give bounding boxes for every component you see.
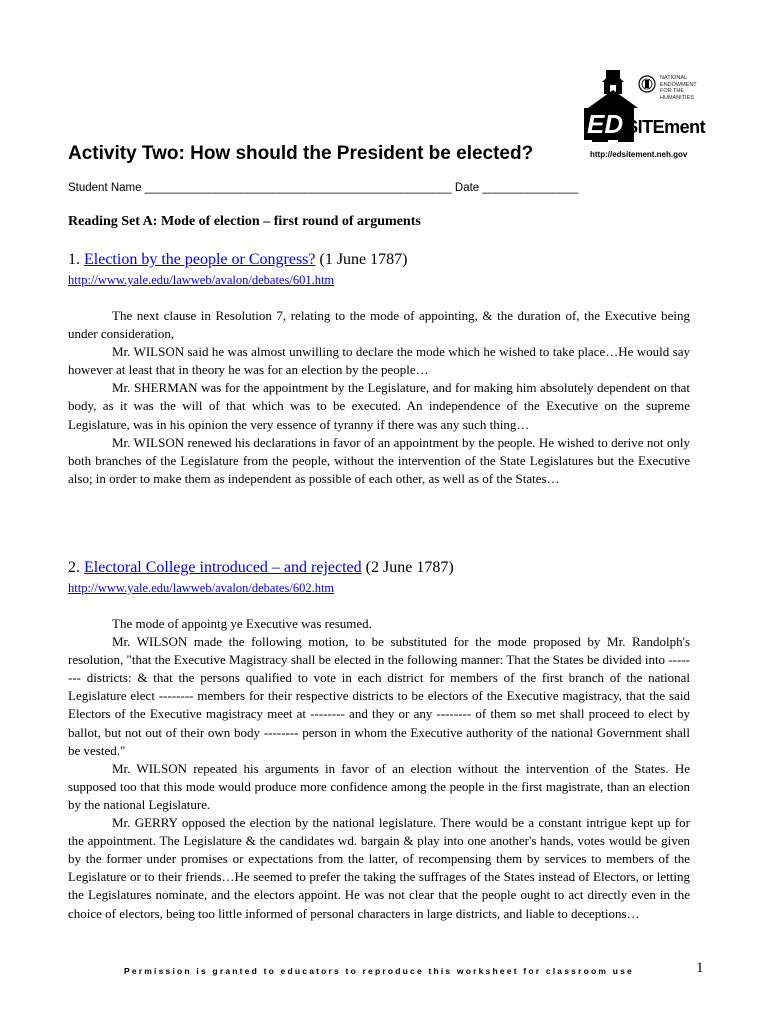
- section-2-link[interactable]: Electoral College introduced – and rejected: [84, 559, 362, 576]
- section-1-heading: [68, 251, 407, 269]
- neh-line-1: NATIONAL: [660, 75, 688, 81]
- section-1-link[interactable]: Election by the people or Congress?: [84, 251, 316, 268]
- paragraph: Mr. SHERMAN was for the appointment by the Legislature, and for making him absolutely dependent on that body, as it was the will of that which was to be executed. An independence of the Executive on the supreme Legislature, was in his opinion the very essence of tyranny if there was any such thing…: [68, 380, 690, 432]
- section-2-number: 2.: [68, 559, 80, 576]
- section-2-date: (2 June 1787): [365, 559, 454, 576]
- neh-seal-icon: [638, 75, 656, 93]
- student-name-date-line: Student Name ________________________________________________ Date _______________: [68, 182, 579, 194]
- section-1-url: [68, 273, 334, 288]
- section-2-url: [68, 581, 334, 596]
- reading-set-heading: Reading Set A: Mode of election – first round of arguments: [68, 214, 421, 229]
- section-1-number: 1.: [68, 251, 80, 268]
- permission-footer: Permission is granted to educators to reproduce this worksheet for classroom use: [124, 966, 634, 976]
- neh-text: [660, 75, 710, 101]
- section-2-heading: [68, 559, 454, 577]
- paragraph: Mr. WILSON renewed his declarations in favor of an appointment by the people. He wished to derive not only both branches of the Legislature from the people, without the intervention of the State Legislatures but the Executive also; in order to make them as independent as possible of each other, as well as of the States…: [68, 434, 690, 486]
- wordmark-sitement: SITEment: [626, 117, 706, 137]
- section-1-url-link[interactable]: http://www.yale.edu/lawweb/avalon/debates/601.htm: [68, 273, 335, 287]
- wordmark-ed: ED: [584, 108, 626, 140]
- paragraph: The next clause in Resolution 7, relating to the mode of appointing, & the duration of, the Executive being under consideration,: [68, 308, 690, 342]
- section-1-date: (1 June 1787): [319, 251, 408, 268]
- paragraph: Mr. WILSON repeated his arguments in favor of an election without the intervention of the States. He supposed too that this mode would produce more confidence among the people in the first magistrate, than an election by the national Legislature.: [68, 760, 690, 812]
- logo-url: http://edsitement.neh.gov: [590, 150, 688, 159]
- section-2-body: [68, 615, 690, 923]
- neh-line-2: ENDOWMENT: [660, 81, 697, 88]
- paragraph: Mr. GERRY opposed the election by the national legislature. There would be a constant intrigue kept up for the appointment. The Legislature & the candidates wd. bargain & play into one another's hands, votes would be given by the former under promises or expectations from the latter, of recompensing them by services to members of the Legislature or to their friends…He seemed to prefer the taking the suffrages of the States instead of Electors, or letting the Legislatures nominate, and the electors appoint. He was not clear that the people ought to act directly even in the choice of electors, being too little informed of personal characters in large districts, and liable to deceptions…: [68, 815, 690, 921]
- section-2-url-link[interactable]: http://www.yale.edu/lawweb/avalon/debates/602.htm: [68, 581, 335, 595]
- edsitement-wordmark: [584, 108, 705, 140]
- paragraph: The mode of appointg ye Executive was resumed.: [112, 616, 372, 631]
- page-number: 1: [696, 960, 704, 976]
- page-title: Activity Two: How should the President be elected?: [68, 143, 534, 164]
- paragraph: Mr. WILSON said he was almost unwilling to declare the mode which he wished to take place…He would say however at least that in theory he was for an election by the people…: [68, 344, 690, 378]
- section-1-body: [68, 307, 690, 488]
- neh-line-4: HUMANITIES: [660, 94, 694, 101]
- neh-line-3: FOR THE: [660, 88, 685, 94]
- paragraph: Mr. WILSON made the following motion, to be substituted for the mode proposed by Mr. Randolph's resolution, "that the Executive Magistracy shall be elected in the following manner: That the States be divided into -------- districts: & that the persons qualified to vote in each district for members of the first branch of the national Legislature elect -------- members for their respective districts to be electors of the Executive magistracy, that the said Electors of the Executive magistracy meet at -------- and they or any -------- of them so met shall proceed to elect by ballot, but not out of their own body -------- person in whom the Executive authority of the national Government shall be vested.": [68, 634, 690, 758]
